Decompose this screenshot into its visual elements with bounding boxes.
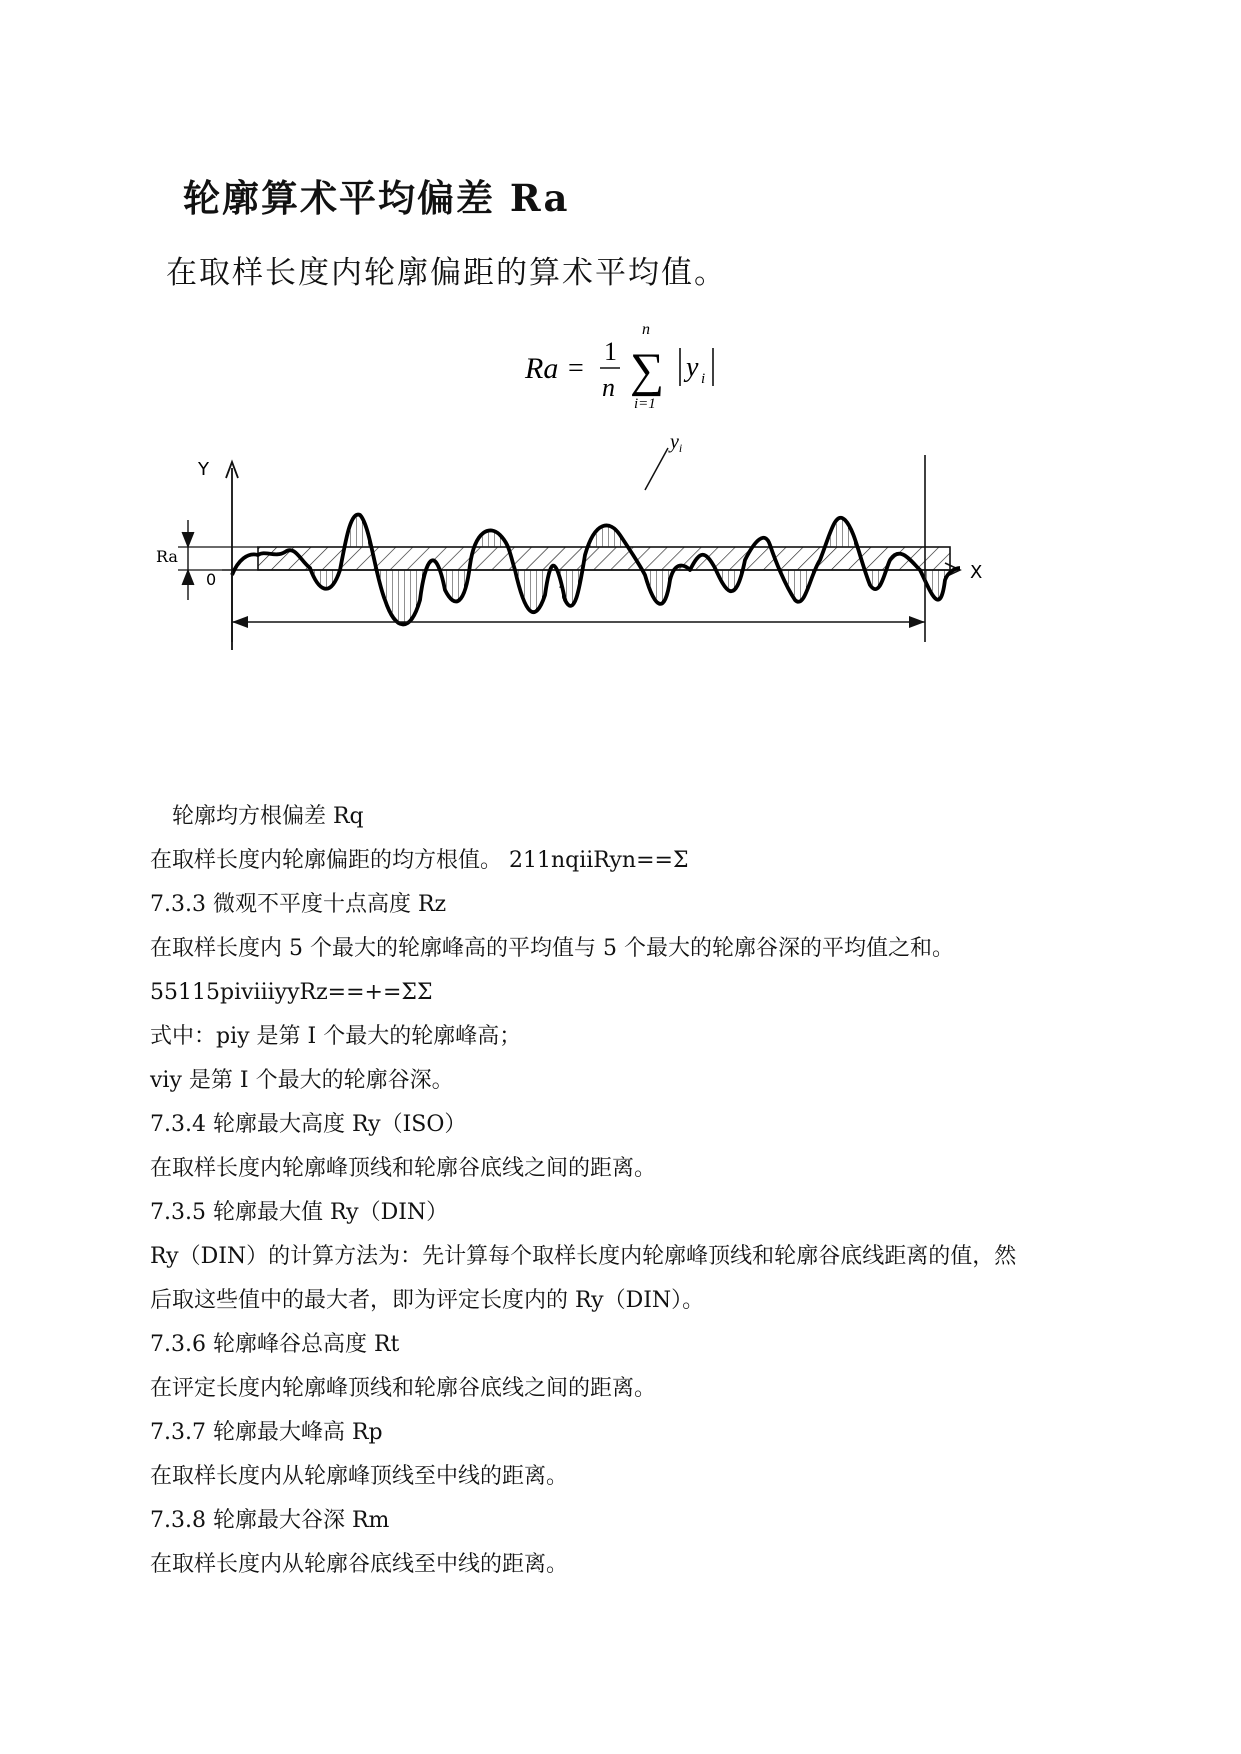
rp-definition: 在取样长度内从轮廓峰顶线至中线的距离。 <box>150 1464 569 1489</box>
rm-definition: 在取样长度内从轮廓谷底线至中线的距离。 <box>150 1552 569 1577</box>
rt-definition: 在评定长度内轮廓峰顶线和轮廓谷底线之间的距离。 <box>150 1376 657 1401</box>
yi-leader <box>645 448 668 490</box>
rz-formula-text: 55115piviiiyyRz==+=ΣΣ <box>150 980 433 1005</box>
x-axis-label: X <box>970 562 983 583</box>
ra-dim-arrow-top <box>182 532 194 547</box>
rz-heading: 7.3.3 微观不平度十点高度 Rz <box>150 892 447 917</box>
formula-lhs: Ra <box>525 352 559 385</box>
rz-where-valley: viy 是第 I 个最大的轮廓谷深。 <box>150 1068 454 1093</box>
formula-equals: = <box>568 353 584 384</box>
rq-heading: 轮廓均方根偏差 Rq <box>172 804 364 829</box>
length-arrow-right <box>909 616 925 628</box>
ra-label: Ra <box>156 547 178 566</box>
ry-iso-heading: 7.3.4 轮廓最大高度 Ry（ISO） <box>150 1112 467 1137</box>
ry-iso-definition: 在取样长度内轮廓峰顶线和轮廓谷底线之间的距离。 <box>150 1156 657 1181</box>
formula-numerator: 1 <box>604 337 617 366</box>
sum-symbol: ∑ <box>630 344 665 397</box>
rm-heading: 7.3.8 轮廓最大谷深 Rm <box>150 1508 390 1533</box>
rz-where-peak: 式中：piy 是第 I 个最大的轮廓峰高； <box>150 1024 522 1049</box>
yi-label-sub: i <box>678 441 683 455</box>
ry-din-definition-2: 后取这些值中的最大者，即为评定长度内的 Ry（DIN）。 <box>150 1288 705 1313</box>
ry-din-definition-1: Ry（DIN）的计算方法为：先计算每个取样长度内轮廓峰顶线和轮廓谷底线距离的值，然 <box>150 1244 1017 1269</box>
ra-dim-arrow-bottom <box>182 570 194 585</box>
ra-band <box>258 547 950 570</box>
ra-formula <box>520 320 740 415</box>
profile-diagram <box>156 431 1090 720</box>
body-text <box>150 795 1150 1587</box>
y-axis-label: Y <box>198 459 209 480</box>
formula-term-sub: i <box>701 371 706 387</box>
length-label: l <box>558 584 569 605</box>
rt-heading: 7.3.6 轮廓峰谷总高度 Rt <box>150 1332 400 1357</box>
origin-label: 0 <box>206 570 217 589</box>
formula-denominator: n <box>602 373 615 402</box>
ry-din-heading: 7.3.5 轮廓最大值 Ry（DIN） <box>150 1200 449 1225</box>
sum-upper: n <box>642 321 650 338</box>
rq-definition: 在取样长度内轮廓偏距的均方根值。 211nqiiRyn==Σ <box>150 848 689 873</box>
yi-label-main: y <box>670 431 679 453</box>
length-arrow-left <box>232 616 248 628</box>
yi-label <box>668 431 682 455</box>
sum-lower: i=1 <box>634 396 656 412</box>
rp-heading: 7.3.7 轮廓最大峰高 Rp <box>150 1420 383 1445</box>
section-heading: 轮廓算术平均偏差 Ra <box>183 176 570 220</box>
rz-definition: 在取样长度内 5 个最大的轮廓峰高的平均值与 5 个最大的轮廓谷深的平均值之和。 <box>150 936 954 961</box>
formula-term: y <box>686 352 699 383</box>
section-definition: 在取样长度内轮廓偏距的算术平均值。 <box>166 255 727 291</box>
